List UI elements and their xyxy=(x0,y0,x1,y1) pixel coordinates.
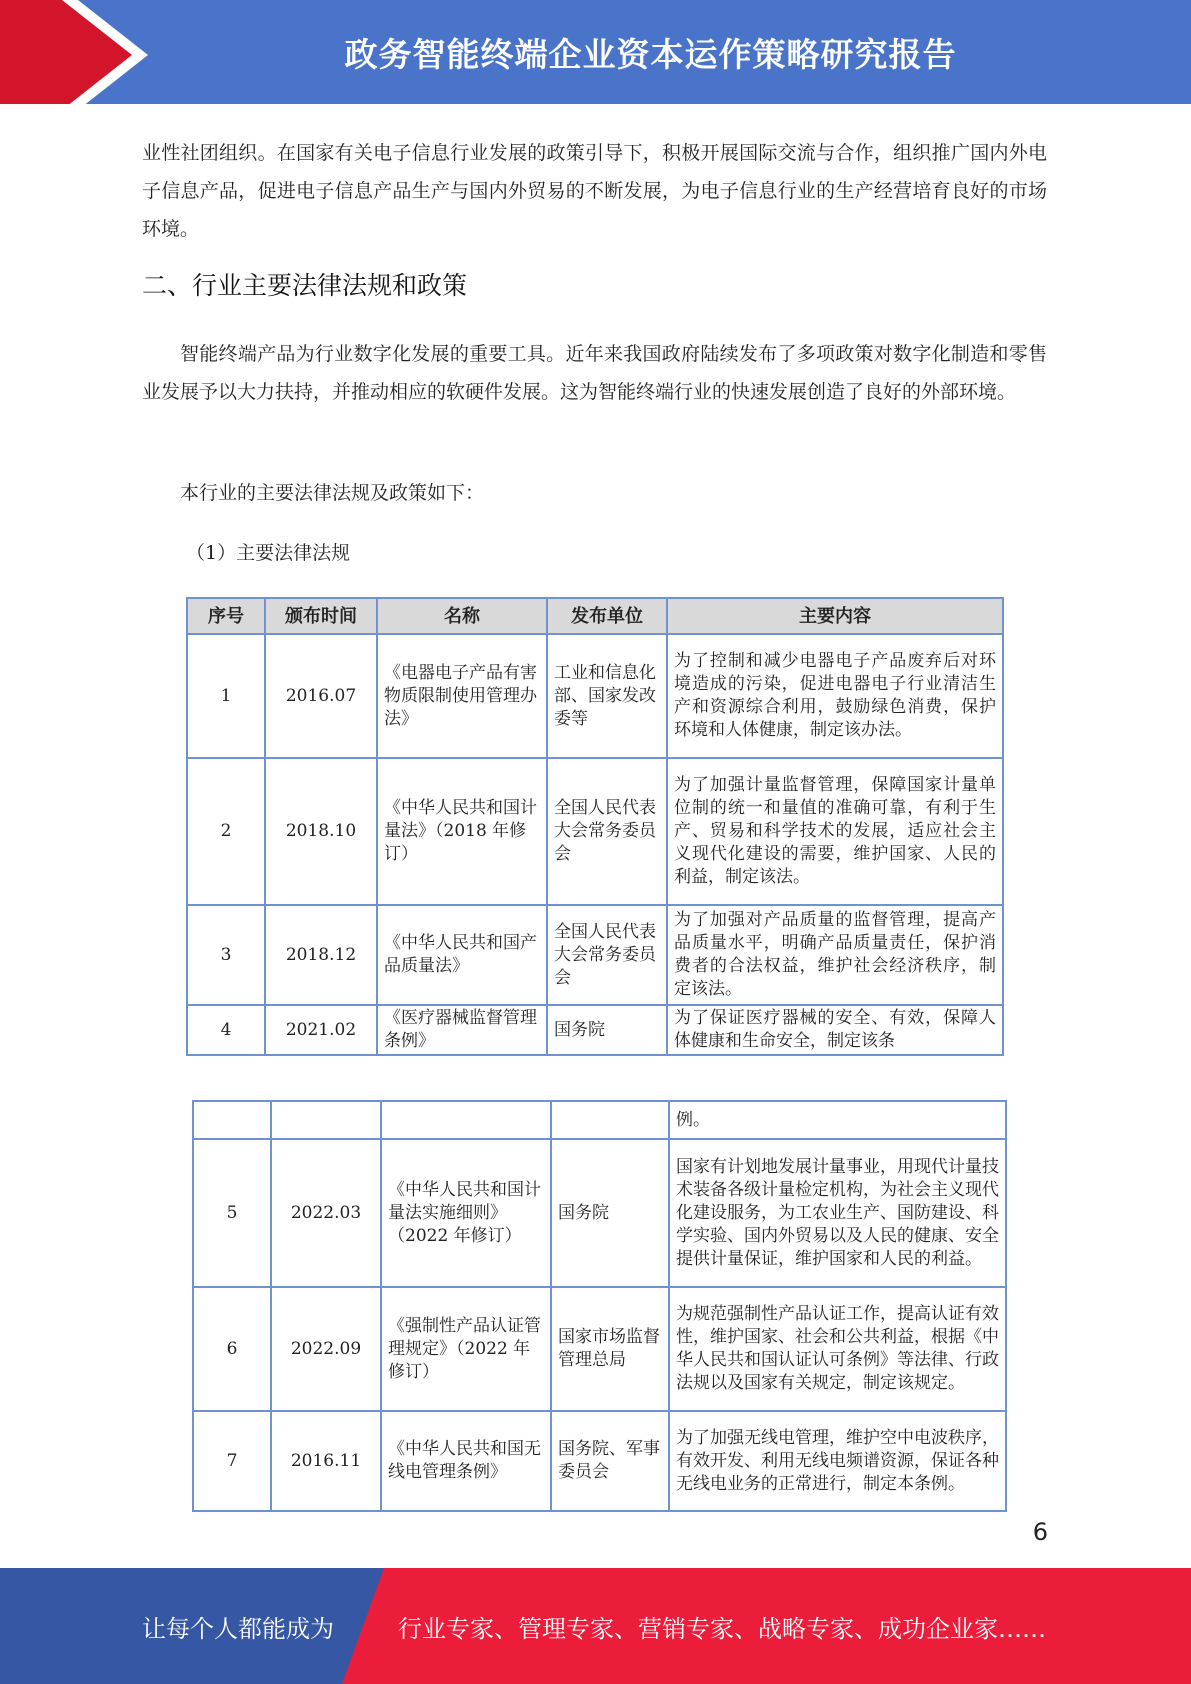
table-row xyxy=(193,1139,1006,1287)
cell-no: 3 xyxy=(187,905,265,1005)
cell-no: 7 xyxy=(193,1411,271,1511)
cell-name: 《中华人民共和国计量法》（2018 年修订） xyxy=(377,758,547,905)
cell-date: 2018.12 xyxy=(265,905,377,1005)
cell-name: 《中华人民共和国产品质量法》 xyxy=(377,905,547,1005)
cell-content: 为了保证医疗器械的安全、有效，保障人体健康和生命安全，制定该条 xyxy=(667,1005,1003,1055)
footer-banner xyxy=(0,1568,1191,1684)
header-content: 主要内容 xyxy=(667,598,1003,634)
cell-no: 5 xyxy=(193,1139,271,1287)
cell-date: 2022.03 xyxy=(271,1139,381,1287)
paragraph-intro: 业性社团组织。在国家有关电子信息行业发展的政策引导下，积极开展国际交流与合作，组织推广国内外电子信息产品，促进电子信息产品生产与国内外贸易的不断发展，为电子信息行业的生产经营培育良好的市场环境。 xyxy=(142,142,1047,240)
header-date: 颁布时间 xyxy=(265,598,377,634)
cell-issuer: 国务院 xyxy=(547,1005,667,1055)
sub-heading-laws: （1）主要法律法规 xyxy=(186,542,351,564)
document-title: 政务智能终端企业资本运作策略研究报告 xyxy=(344,34,957,74)
cell-no: 2 xyxy=(187,758,265,905)
cell-issuer: 全国人民代表大会常务委员会 xyxy=(547,758,667,905)
section-heading: 二、行业主要法律法规和政策 xyxy=(142,271,468,300)
cell-issuer: 工业和信息化部、国家发改委等 xyxy=(547,634,667,758)
cell-content: 为了加强计量监督管理，保障国家计量单位制的统一和量值的准确可靠，有利于生产、贸易和科学技术的发展，适应社会主义现代化建设的需要，维护国家、人民的利益，制定该法。 xyxy=(667,758,1003,905)
cell-content: 国家有计划地发展计量事业，用现代计量技术装备各级计量检定机构，为社会主义现代化建设服务，为工农业生产、国防建设、科学实验、国内外贸易以及人民的健康、安全提供计量保证，维护国家和人民的利益。 xyxy=(669,1139,1006,1287)
page-number: 6 xyxy=(1032,1518,1048,1546)
header-banner xyxy=(0,0,1191,110)
header-no: 序号 xyxy=(187,598,265,634)
table-row xyxy=(193,1287,1006,1411)
cell-no: 6 xyxy=(193,1287,271,1411)
cell-issuer: 国务院、军事委员会 xyxy=(551,1411,669,1511)
footer-slogan-right: 行业专家、管理专家、营销专家、战略专家、成功企业家…… xyxy=(398,1614,1046,1643)
cell-name: 《强制性产品认证管理规定》（2022 年修订） xyxy=(381,1287,551,1411)
cell-content: 为了加强无线电管理，维护空中电波秩序，有效开发、利用无线电频谱资源，保证各种无线电业务的正常进行，制定本条例。 xyxy=(669,1411,1006,1511)
cell-issuer: 国务院 xyxy=(551,1139,669,1287)
cell-content: 为了控制和减少电器电子产品废弃后对环境造成的污染，促进电器电子行业清洁生产和资源综合利用，鼓励绿色消费，保护环境和人体健康，制定该办法。 xyxy=(667,634,1003,758)
cell-date: 2018.10 xyxy=(265,758,377,905)
cell-content: 为了加强对产品质量的监督管理，提高产品质量水平，明确产品质量责任，保护消费者的合法权益，维护社会经济秩序，制定该法。 xyxy=(667,905,1003,1005)
paragraph-policy: 智能终端产品为行业数字化发展的重要工具。近年来我国政府陆续发布了多项政策对数字化制造和零售业发展予以大力扶持，并推动相应的软硬件发展。这为智能终端行业的快速发展创造了良好的外部环境。 xyxy=(142,343,1047,403)
cell-date: 2016.11 xyxy=(271,1411,381,1511)
table-row xyxy=(187,905,1003,1005)
table-row xyxy=(193,1411,1006,1511)
cell-name: 《中华人民共和国计量法实施细则》（2022 年修订） xyxy=(381,1139,551,1287)
laws-table-part1 xyxy=(186,597,1004,1056)
cell-content-continued: 例。 xyxy=(669,1101,1006,1139)
cell-issuer: 国家市场监督管理总局 xyxy=(551,1287,669,1411)
table-row xyxy=(187,758,1003,905)
table-header-row xyxy=(187,598,1003,634)
cell-no: 1 xyxy=(187,634,265,758)
cell-name: 《电器电子产品有害物质限制使用管理办法》 xyxy=(377,634,547,758)
cell-no: 4 xyxy=(187,1005,265,1055)
cell-issuer: 全国人民代表大会常务委员会 xyxy=(547,905,667,1005)
header-issuer: 发布单位 xyxy=(547,598,667,634)
footer-slogan-left: 让每个人都能成为 xyxy=(142,1614,334,1643)
cell-date: 2021.02 xyxy=(265,1005,377,1055)
cell-name: 《医疗器械监督管理条例》 xyxy=(377,1005,547,1055)
header-name: 名称 xyxy=(377,598,547,634)
cell-name: 《中华人民共和国无线电管理条例》 xyxy=(381,1411,551,1511)
cell-date: 2016.07 xyxy=(265,634,377,758)
table-row xyxy=(187,1005,1003,1055)
table-row xyxy=(187,634,1003,758)
table-row-continuation xyxy=(193,1101,1006,1139)
laws-table-part2 xyxy=(192,1100,1007,1512)
cell-date: 2022.09 xyxy=(271,1287,381,1411)
cell-content: 为规范强制性产品认证工作，提高认证有效性，维护国家、社会和公共利益，根据《中华人民共和国认证认可条例》等法律、行政法规以及国家有关规定，制定该规定。 xyxy=(669,1287,1006,1411)
paragraph-list-intro: 本行业的主要法律法规及政策如下： xyxy=(180,482,485,504)
